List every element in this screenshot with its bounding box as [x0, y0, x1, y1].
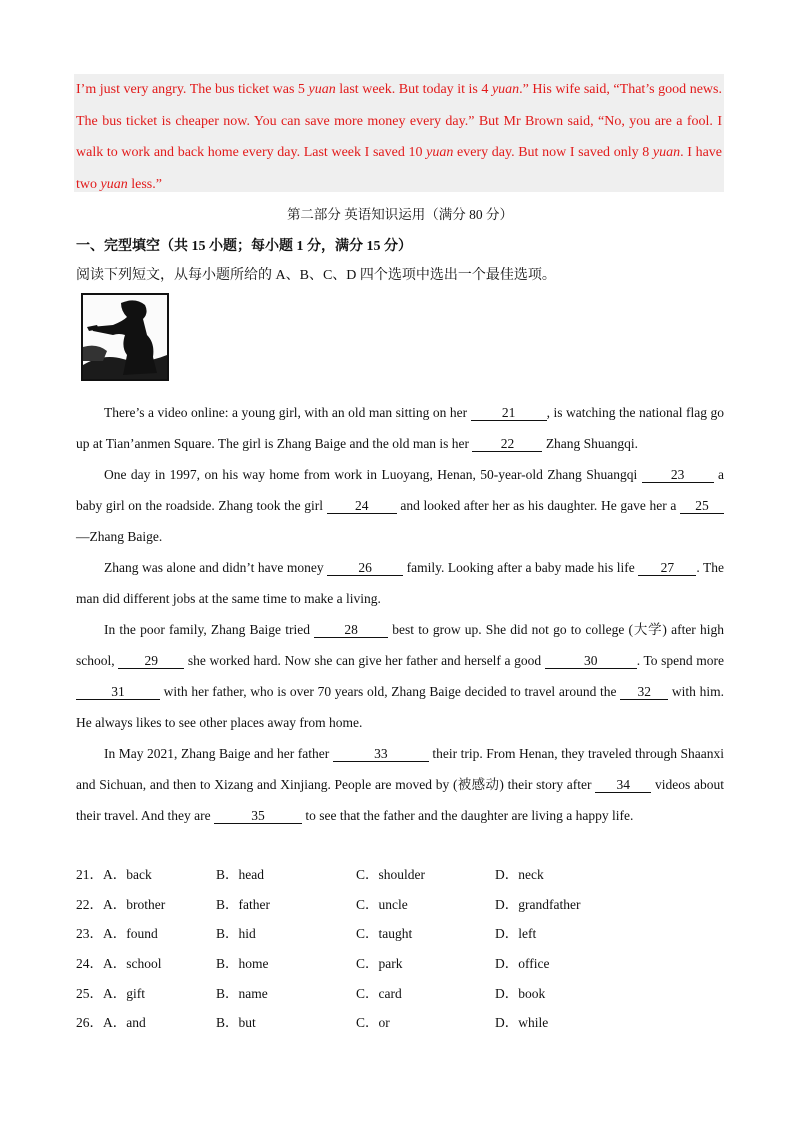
- option-b[interactable]: B．hid: [216, 926, 256, 942]
- story-excerpt-text: I’m just very angry. The bus ticket was 5 yuan last week. But today it is 4 yuan.” His wife said, “That’s good news. The bus ticket is cheaper now. You can save more money every day.” But Mr Brown said, “No, you are a fool. I walk to work and back home every day. Last week I saved 10 yuan every day. But now I saved only 8 yuan. I have two yuan less.”: [76, 82, 722, 192]
- option-d[interactable]: D．neck: [495, 867, 544, 882]
- option-a[interactable]: 25．A．gift: [76, 985, 145, 1001]
- option-c[interactable]: C．taught: [356, 926, 413, 942]
- question-options-row: [76, 947, 676, 977]
- blank-31[interactable]: 31: [76, 684, 160, 700]
- option-c[interactable]: C．park: [356, 956, 403, 972]
- silhouette-photo: [81, 293, 169, 381]
- blank-33[interactable]: 33: [333, 746, 429, 762]
- blank-30[interactable]: 30: [545, 653, 637, 669]
- blank-25[interactable]: 25: [680, 498, 724, 514]
- option-a[interactable]: 26．A．and: [76, 1015, 146, 1031]
- option-a[interactable]: 24．A．school: [76, 956, 162, 972]
- question-options-row: [76, 977, 676, 1007]
- blank-22[interactable]: 22: [472, 436, 542, 452]
- option-b[interactable]: B．father: [216, 896, 270, 912]
- blank-34[interactable]: 34: [595, 777, 651, 793]
- part-title: 一、完型填空（共 15 小题；每小题 1 分，满分 15 分）: [76, 239, 412, 254]
- option-b[interactable]: B．home: [216, 956, 269, 972]
- option-c[interactable]: C．shoulder: [356, 867, 425, 882]
- passage-paragraph: There’s a video online: a young girl, with an old man sitting on her 21 , is watching the national flag go up at Tian’anmen Square. The girl is Zhang Baige and the old man is her 22 Zhang Shuangqi.: [76, 405, 724, 451]
- blank-28[interactable]: 28: [314, 622, 388, 638]
- option-d[interactable]: D．grandfather: [495, 896, 581, 912]
- story-excerpt-box: [74, 74, 724, 192]
- option-d[interactable]: D．while: [495, 1015, 549, 1031]
- passage-paragraph: One day in 1997, on his way home from work in Luoyang, Henan, 50-year-old Zhang Shuangqi 23 a baby girl on the roadside. Zhang took the girl 24 and looked after her as his daughter. He gave her a 25—Zhang Baige.: [76, 467, 724, 544]
- option-a[interactable]: 21．A．back: [76, 867, 152, 882]
- answer-options: [76, 858, 676, 1036]
- question-options-row: [76, 1006, 676, 1036]
- option-b[interactable]: B．name: [216, 985, 268, 1001]
- passage-paragraph: Zhang was alone and didn’t have money 26 family. Looking after a baby made his life 27 . The man did different jobs at the same time to make a living.: [76, 560, 724, 606]
- cloze-passage: [76, 397, 724, 831]
- option-b[interactable]: B．but: [216, 1015, 256, 1031]
- option-b[interactable]: B．head: [216, 867, 264, 882]
- section-title: 第二部分 英语知识运用（满分 80 分）: [286, 207, 514, 222]
- instruction-text: 阅读下列短文，从每小题所给的 A、B、C、D 四个选项中选出一个最佳选项。: [76, 268, 556, 283]
- option-d[interactable]: D．left: [495, 926, 537, 942]
- option-a[interactable]: 23．A．found: [76, 926, 158, 942]
- question-options-row: [76, 888, 676, 918]
- option-c[interactable]: C．uncle: [356, 896, 408, 912]
- blank-24[interactable]: 24: [327, 498, 397, 514]
- blank-21[interactable]: 21: [471, 405, 547, 421]
- blank-27[interactable]: 27: [638, 560, 696, 576]
- option-c[interactable]: C．or: [356, 1015, 390, 1031]
- blank-23[interactable]: 23: [642, 467, 714, 483]
- blank-35[interactable]: 35: [214, 808, 302, 824]
- option-d[interactable]: D．office: [495, 956, 550, 972]
- passage-paragraph: In May 2021, Zhang Baige and her father 33 their trip. From Henan, they traveled through Shaanxi and Sichuan, and then to Xizang and Xinjiang. People are moved by (被感动) their story after 34 videos about their travel. And they are 35 to see that the father and the daughter are living a happy life.: [76, 746, 724, 823]
- blank-32[interactable]: 32: [620, 684, 668, 700]
- option-a[interactable]: 22．A．brother: [76, 896, 166, 912]
- blank-26[interactable]: 26: [327, 560, 403, 576]
- passage-paragraph: In the poor family, Zhang Baige tried 28 best to grow up. She did not go to college (大学) after high school, 29 she worked hard. Now she can give her father and herself a good 30 . To spend more 31 with her father, who is over 70 years old, Zhang Baige decided to travel around the 32 with him. He always likes to see other places away from home.: [76, 622, 724, 730]
- option-d[interactable]: D．book: [495, 985, 546, 1001]
- question-options-row: [76, 858, 676, 888]
- blank-29[interactable]: 29: [118, 653, 184, 669]
- option-c[interactable]: C．card: [356, 985, 402, 1001]
- question-options-row: [76, 917, 676, 947]
